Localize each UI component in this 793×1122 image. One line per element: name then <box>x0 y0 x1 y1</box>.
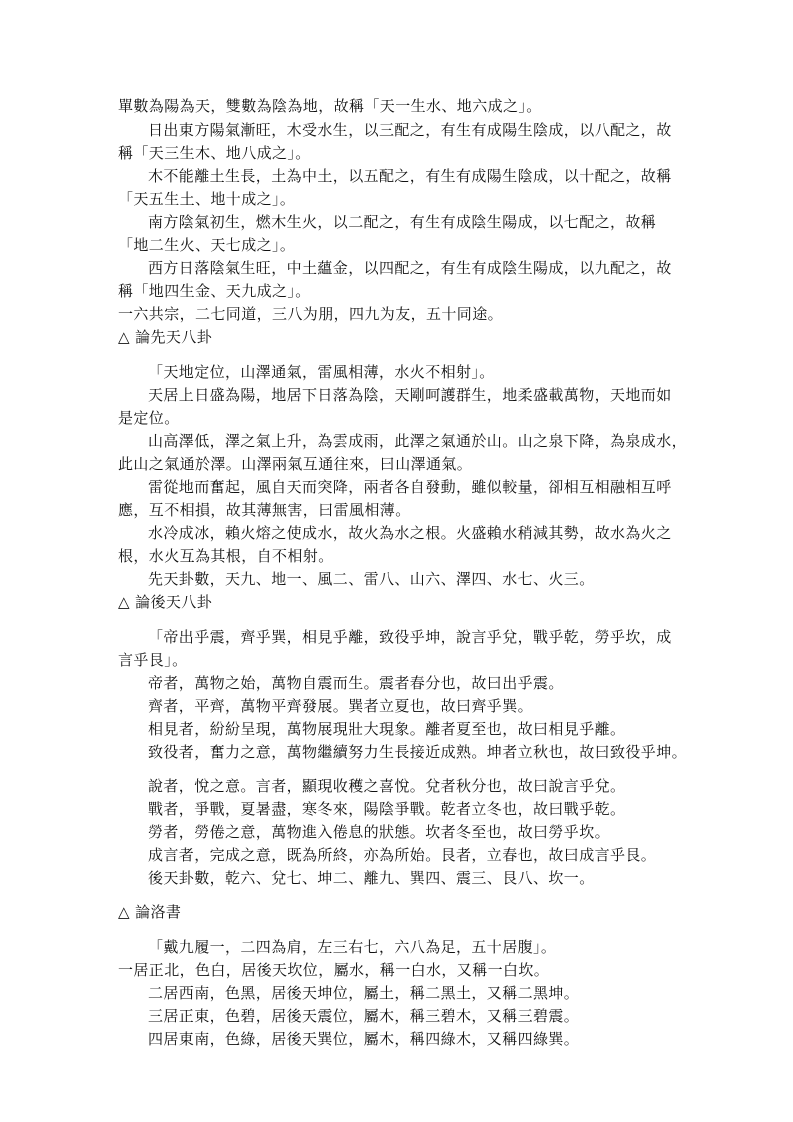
text-line: 說者，悅之意。言者，顯現收穫之喜悅。兌者秋分也，故曰說言乎兌。 <box>148 777 626 795</box>
section-heading: △ 論洛書 <box>118 903 182 921</box>
text-line: 齊者，平齊，萬物平齊發展。巽者立夏也，故曰齊乎巽。 <box>148 697 534 715</box>
text-line: 稱「地四生金、天九成之」。 <box>118 282 311 300</box>
text-line: 四居東南，色綠，居後天巽位，屬木，稱四綠木，又稱四綠巽。 <box>148 1030 580 1048</box>
text-line: 「天五生土、地十成之」。 <box>118 190 296 208</box>
text-line: 一六共宗，二七同道，三八为朋，四九为友，五十同途。 <box>118 305 504 323</box>
text-line: 一居正北，色白，居後天坎位，屬水，稱一白水，又稱一白坎。 <box>118 961 550 979</box>
text-line: 西方日落陰氣生旺，中土蘊金，以四配之，有生有成陰生陽成，以九配之，故 <box>148 259 672 277</box>
text-line: 單數為陽為天，雙數為陰為地，故稱「天一生水、地六成之」。 <box>118 97 542 115</box>
text-line: 致役者，奮力之意，萬物繼續努力生長接近成熟。坤者立秋也，故曰致役乎坤。 <box>148 743 688 761</box>
text-line: 木不能離土生長，土為中土，以五配之，有生有成陽生陰成，以十配之，故稱 <box>148 167 672 185</box>
text-line: 日出東方陽氣漸旺，木受水生，以三配之，有生有成陽生陰成，以八配之，故 <box>148 121 672 139</box>
text-line: 帝者，萬物之始，萬物自震而生。震者春分也，故曰出乎震。 <box>148 674 564 692</box>
text-line: 「天地定位，山澤通氣，雷風相薄，水火不相射」。 <box>148 363 495 381</box>
text-line: 先天卦數，天九、地一、風二、雷八、山六、澤四、水七、火三。 <box>148 570 595 588</box>
section-heading: △ 論先天八卦 <box>118 328 213 346</box>
text-line: 勞者，勞倦之意，萬物進入倦息的狀態。坎者冬至也，故曰勞乎坎。 <box>148 823 611 841</box>
text-line: 此山之氣通於澤。山澤兩氣互通往來，曰山澤通氣。 <box>118 455 473 473</box>
text-line: 是定位。 <box>118 409 180 427</box>
text-line: 成言者，完成之意，既為所終，亦為所始。艮者，立春也，故曰成言乎艮。 <box>148 846 657 864</box>
text-line: 稱「天三生木、地八成之」。 <box>118 144 311 162</box>
text-line: 「帝出乎震，齊乎巽，相見乎離，致役乎坤，說言乎兌，戰乎乾，勞乎坎，成 <box>148 628 672 646</box>
text-line: 應，互不相損，故其薄無害，曰雷風相薄。 <box>118 501 411 519</box>
text-line: 言乎艮」。 <box>118 651 188 669</box>
text-line: 水冷成冰，賴火熔之使成水，故火為水之根。火盛賴水稍減其勢，故水為火之 <box>148 524 672 542</box>
text-line: 戰者，爭戰，夏暑盡，寒冬來，陽陰爭戰。乾者立冬也，故曰戰乎乾。 <box>148 800 626 818</box>
text-line: 天居上日盛為陽，地居下日落為陰，天剛呵護群生，地柔盛載萬物，天地而如 <box>148 386 672 404</box>
text-line: 南方陰氣初生，燃木生火，以二配之，有生有成陰生陽成，以七配之，故稱 <box>148 213 657 231</box>
text-line: 「戴九履一，二四為肩，左三右七，六八為足，五十居腹」。 <box>148 938 557 956</box>
text-line: 「地二生火、天七成之」。 <box>118 236 296 254</box>
text-line: 山高澤低，澤之氣上升，為雲成雨，此澤之氣通於山。山之泉下降，為泉成水， <box>148 432 688 450</box>
text-line: 根，水火互為其根，自不相射。 <box>118 547 334 565</box>
text-line: 二居西南，色黑，居後天坤位，屬土，稱二黑土，又稱二黑坤。 <box>148 984 580 1002</box>
text-line: 相見者，紛紛呈現，萬物展現壯大現象。離者夏至也，故曰相見乎離。 <box>148 720 626 738</box>
text-line: 雷從地而奮起，風自天而突降，兩者各自發動，雖似較量，卻相互相融相互呼 <box>148 478 672 496</box>
section-heading: △ 論後天八卦 <box>118 593 213 611</box>
text-line: 三居正東，色碧，居後天震位，屬木，稱三碧木，又稱三碧震。 <box>148 1007 580 1025</box>
text-line: 後天卦數，乾六、兌七、坤二、離九、巽四、震三、艮八、坎一。 <box>148 869 595 887</box>
